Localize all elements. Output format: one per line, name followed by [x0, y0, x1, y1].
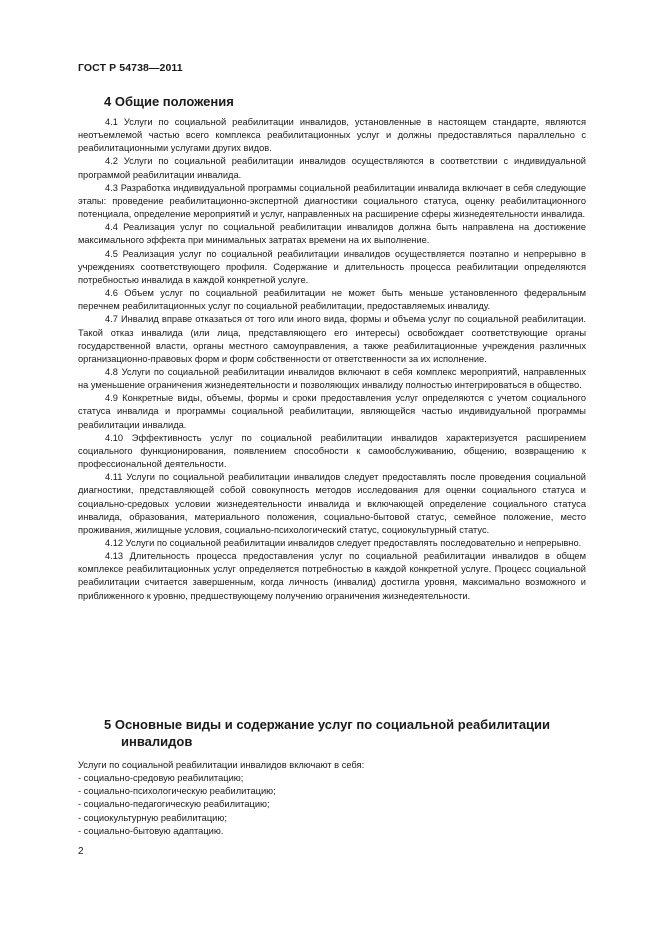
- paragraph-4-8: 4.8 Услуги по социальной реабилитации инвалидов включают в себя комплекс мероприятий, направленных на уменьшение ограничения жизнедеятельности и позволяющих инвалиду полностью интегрироваться в общество.: [78, 366, 586, 391]
- paragraph-4-9: 4.9 Конкретные виды, объемы, формы и сроки предоставления услуг определяются с учетом социального статуса инвалида и программы социальной реабилитации, являющейся частью индивидуальной программы реабилитации инвалида.: [78, 393, 586, 430]
- paragraph-4-12: 4.12 Услуги по социальной реабилитации инвалидов следует предоставлять последовательно и непрерывно.: [105, 538, 582, 548]
- paragraph-4-2: 4.2 Услуги по социальной реабилитации инвалидов осуществляются в соответствии с индивидуальной программой реабилитации инвалида.: [78, 156, 586, 180]
- page-number: 2: [78, 846, 84, 857]
- section-4-heading: 4 Общие положения: [104, 94, 234, 109]
- section-5-heading-line-1: 5 Основные виды и содержание услуг по социальной реабилитации: [104, 717, 551, 732]
- section-5-heading-line-2: инвалидов: [121, 734, 193, 749]
- paragraph-4-6: 4.6 Объем услуг по социальной реабилитации не может быть меньше установленного федеральным перечнем реабилитационных услуг по социальной реабилитации, предоставляемых инвалиду.: [78, 288, 586, 312]
- section-4-body: [78, 116, 586, 603]
- list-item: - социокультурную реабилитацию;: [78, 812, 227, 823]
- section-5-heading: [104, 716, 550, 750]
- paragraph-4-11: 4.11 Услуги по социальной реабилитации инвалидов следует предоставлять после проведения социальной диагностики, представляющей собой совокупность методов исследования для оценки социального статуса и социально-средовых условии жизнедеятельности инвалида и включающей определение социального статуса инвалида, образования, материального положения, социально-бытовой статус, семейное положение, место проживания, жилищные условия, социально-психологический статус, социокультурный статус.: [78, 472, 586, 535]
- section-5-intro: Услуги по социальной реабилитации инвалидов включают в себя:: [78, 760, 365, 770]
- services-list: [78, 772, 586, 838]
- paragraph-4-5: 4.5 Реализация услуг по социальной реабилитации инвалидов осуществляется поэтапно и непрерывно в учреждениях соответствующего профиля. Содержание и длительность процесса реабилитации определяются потребностью инвалида в каждой конкретной услуге.: [78, 248, 586, 285]
- list-item: - социально-педагогическую реабилитацию;: [78, 799, 270, 810]
- paragraph-4-4: 4.4 Реализация услуг по социальной реабилитации инвалидов должна быть направлена на достижение максимального эффекта при минимальных затратах времени на их выполнение.: [78, 222, 586, 246]
- section-5-body: [78, 759, 586, 838]
- list-item: - социально-средовую реабилитацию;: [78, 773, 244, 784]
- paragraph-4-13: 4.13 Длительность процесса предоставления услуг по социальной реабилитации инвалидов в общем комплексе реабилитационных услуг определяется потребностью в каждой конкретной услуге. Процесс социальной реабилитации считается завершенным, когда личность (инвалид) достигла уровня, максимально возможного и приближенного к уровню, предшествующему получению ограничения жизнедеятельности.: [78, 551, 586, 601]
- paragraph-4-7: 4.7 Инвалид вправе отказаться от того или иного вида, формы и объема услуг по социальной реабилитации. Такой отказ инвалида (или лица, представляющего его интересы) освобождает соответствующие органы государственной власти, органы местного самоуправления, а также реабилитационные учреждения различных организационно-правовых форм и форм собственности от ответственности за их исполнение.: [78, 314, 586, 364]
- paragraph-4-3: 4.3 Разработка индивидуальной программы социальной реабилитации инвалида включает в себя следующие этапы: проведение реабилитационно-экспертной диагностики социального статуса, оценку реабилитационного потенциала, определение мероприятий и услуг, направленных на расширение сферы жизнедеятельности инвалида.: [78, 182, 586, 220]
- list-item: - социально-бытовую адаптацию.: [78, 825, 224, 836]
- list-item: - социально-психологическую реабилитацию;: [78, 786, 276, 797]
- document-code: ГОСТ Р 54738—2011: [78, 62, 183, 74]
- paragraph-4-1: 4.1 Услуги по социальной реабилитации инвалидов, установленные в настоящем стандарте, являются неотъемлемой частью всего комплекса реабилитационных услуг и должны предоставляться параллельно с реабилитационными услугами других видов.: [78, 117, 586, 154]
- paragraph-4-10: 4.10 Эффективность услуг по социальной реабилитации инвалидов характеризуется расширением социального функционирования, появлением способности к самообслуживанию, общению, возвращению к профессиональной деятельности.: [78, 432, 586, 470]
